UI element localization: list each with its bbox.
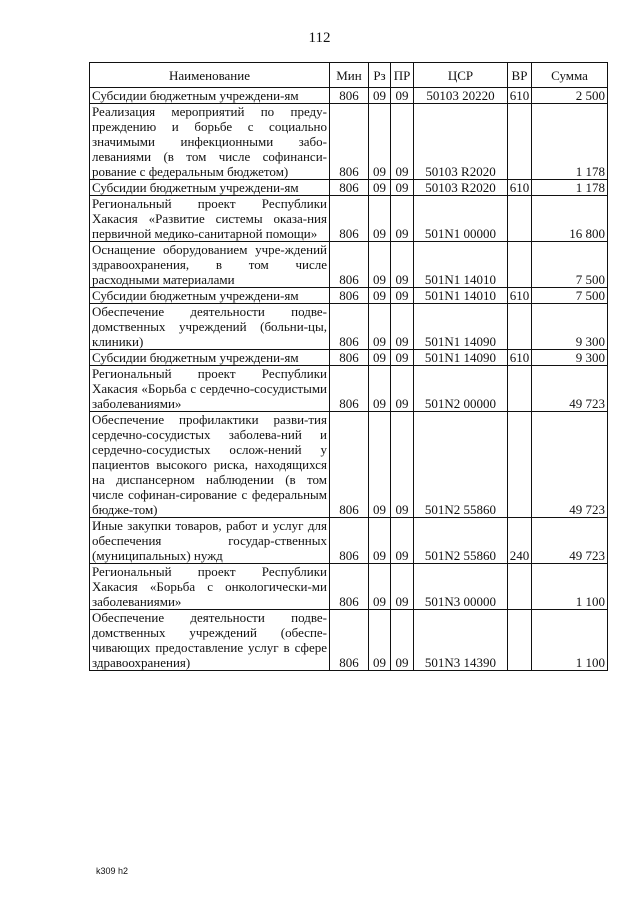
- cell-csr: 50103 20220: [414, 88, 508, 104]
- cell-rz: 09: [369, 564, 391, 610]
- header-name: Наименование: [90, 63, 330, 88]
- cell-sum: 49 723: [532, 518, 608, 564]
- cell-min: 806: [330, 366, 369, 412]
- cell-sum: 49 723: [532, 366, 608, 412]
- table-row: [90, 610, 608, 671]
- cell-min: 806: [330, 104, 369, 180]
- header-min: Мин: [330, 63, 369, 88]
- cell-vr: [508, 564, 532, 610]
- cell-min: 806: [330, 288, 369, 304]
- cell-pr: 09: [391, 180, 414, 196]
- cell-csr: 501N1 14010: [414, 242, 508, 288]
- cell-csr: 501N1 14090: [414, 304, 508, 350]
- cell-vr: [508, 196, 532, 242]
- cell-name: Обеспечение деятельности подве-домственных учреждений (больни-цы, клиники): [90, 304, 330, 350]
- cell-pr: 09: [391, 104, 414, 180]
- cell-vr: 610: [508, 350, 532, 366]
- cell-csr: 501N2 00000: [414, 366, 508, 412]
- cell-csr: 501N1 14010: [414, 288, 508, 304]
- header-csr: ЦСР: [414, 63, 508, 88]
- cell-pr: 09: [391, 242, 414, 288]
- table-row: [90, 564, 608, 610]
- cell-vr: [508, 304, 532, 350]
- table-row: [90, 350, 608, 366]
- cell-min: 806: [330, 412, 369, 518]
- cell-csr: 501N3 14390: [414, 610, 508, 671]
- cell-vr: [508, 366, 532, 412]
- cell-pr: 09: [391, 518, 414, 564]
- cell-pr: 09: [391, 350, 414, 366]
- cell-csr: 50103 R2020: [414, 104, 508, 180]
- cell-vr: [508, 610, 532, 671]
- cell-name: Субсидии бюджетным учреждени-ям: [90, 88, 330, 104]
- cell-min: 806: [330, 304, 369, 350]
- cell-rz: 09: [369, 518, 391, 564]
- table-row: [90, 412, 608, 518]
- cell-name: Обеспечение профилактики разви-тия сердечно-сосудистых заболева-ний и сердечно-сосудистых ослож-нений у пациентов высокого риска, находящихся на диспансерном наблюдении (в том числе софинан-сирование с федеральным бюдже-том): [90, 412, 330, 518]
- page-number: 112: [308, 30, 331, 46]
- cell-rz: 09: [369, 104, 391, 180]
- cell-sum: 49 723: [532, 412, 608, 518]
- cell-sum: 7 500: [532, 242, 608, 288]
- table-row: [90, 104, 608, 180]
- cell-min: 806: [330, 88, 369, 104]
- cell-min: 806: [330, 350, 369, 366]
- budget-table: [89, 62, 608, 671]
- cell-rz: 09: [369, 304, 391, 350]
- header-vr: ВР: [508, 63, 532, 88]
- header-pr: ПР: [391, 63, 414, 88]
- cell-name: Обеспечение деятельности подве-домственных учреждений (обеспе-чивающих предоставление услуг в сфере здравоохранения): [90, 610, 330, 671]
- cell-name: Субсидии бюджетным учреждени-ям: [90, 180, 330, 196]
- cell-pr: 09: [391, 88, 414, 104]
- cell-name: Иные закупки товаров, работ и услуг для обеспечения государ-ственных (муниципальных) нужд: [90, 518, 330, 564]
- cell-rz: 09: [369, 288, 391, 304]
- cell-pr: 09: [391, 304, 414, 350]
- cell-sum: 9 300: [532, 350, 608, 366]
- cell-vr: 610: [508, 288, 532, 304]
- cell-sum: 1 178: [532, 104, 608, 180]
- cell-rz: 09: [369, 610, 391, 671]
- cell-name: Оснащение оборудованием учре-ждений здравоохранения, в том числе расходными материалами: [90, 242, 330, 288]
- table-row: [90, 242, 608, 288]
- table-header-row: [90, 63, 608, 88]
- cell-min: 806: [330, 564, 369, 610]
- cell-csr: 501N2 55860: [414, 412, 508, 518]
- cell-name: Субсидии бюджетным учреждени-ям: [90, 350, 330, 366]
- table-row: [90, 304, 608, 350]
- table-row: [90, 518, 608, 564]
- cell-sum: 16 800: [532, 196, 608, 242]
- cell-name: Реализация мероприятий по преду-преждению и борьбе с социально значимыми инфекционными забо-леваниями (в том числе софинанси-рование с федеральным бюджетом): [90, 104, 330, 180]
- cell-name: Региональный проект Республики Хакасия «Развитие системы оказа-ния первичной медико-санитарной помощи»: [90, 196, 330, 242]
- cell-csr: 501N2 55860: [414, 518, 508, 564]
- cell-min: 806: [330, 242, 369, 288]
- table-row: [90, 288, 608, 304]
- cell-sum: 1 100: [532, 610, 608, 671]
- cell-rz: 09: [369, 242, 391, 288]
- cell-rz: 09: [369, 196, 391, 242]
- cell-min: 806: [330, 610, 369, 671]
- cell-csr: 50103 R2020: [414, 180, 508, 196]
- cell-vr: [508, 242, 532, 288]
- cell-vr: [508, 412, 532, 518]
- cell-sum: 1 178: [532, 180, 608, 196]
- cell-sum: 2 500: [532, 88, 608, 104]
- cell-rz: 09: [369, 412, 391, 518]
- cell-vr: 610: [508, 180, 532, 196]
- cell-pr: 09: [391, 366, 414, 412]
- cell-pr: 09: [391, 412, 414, 518]
- cell-name: Региональный проект Республики Хакасия «Борьба с онкологически-ми заболеваниями»: [90, 564, 330, 610]
- table-row: [90, 88, 608, 104]
- cell-csr: 501N1 14090: [414, 350, 508, 366]
- cell-sum: 7 500: [532, 288, 608, 304]
- cell-pr: 09: [391, 564, 414, 610]
- cell-csr: 501N1 00000: [414, 196, 508, 242]
- table-body: [90, 88, 608, 671]
- cell-vr: 610: [508, 88, 532, 104]
- cell-min: 806: [330, 196, 369, 242]
- cell-pr: 09: [391, 610, 414, 671]
- cell-sum: 1 100: [532, 564, 608, 610]
- table-row: [90, 366, 608, 412]
- cell-rz: 09: [369, 350, 391, 366]
- table-row: [90, 196, 608, 242]
- cell-name: Субсидии бюджетным учреждени-ям: [90, 288, 330, 304]
- cell-name: Региональный проект Республики Хакасия «Борьба с сердечно-сосудистыми заболеваниями»: [90, 366, 330, 412]
- cell-vr: [508, 104, 532, 180]
- cell-sum: 9 300: [532, 304, 608, 350]
- table-row: [90, 180, 608, 196]
- cell-rz: 09: [369, 366, 391, 412]
- cell-pr: 09: [391, 288, 414, 304]
- cell-min: 806: [330, 180, 369, 196]
- header-rz: Рз: [369, 63, 391, 88]
- cell-pr: 09: [391, 196, 414, 242]
- cell-vr: 240: [508, 518, 532, 564]
- cell-csr: 501N3 00000: [414, 564, 508, 610]
- header-sum: Сумма: [532, 63, 608, 88]
- cell-rz: 09: [369, 88, 391, 104]
- footer-code: k309 h2: [96, 866, 129, 876]
- cell-rz: 09: [369, 180, 391, 196]
- cell-min: 806: [330, 518, 369, 564]
